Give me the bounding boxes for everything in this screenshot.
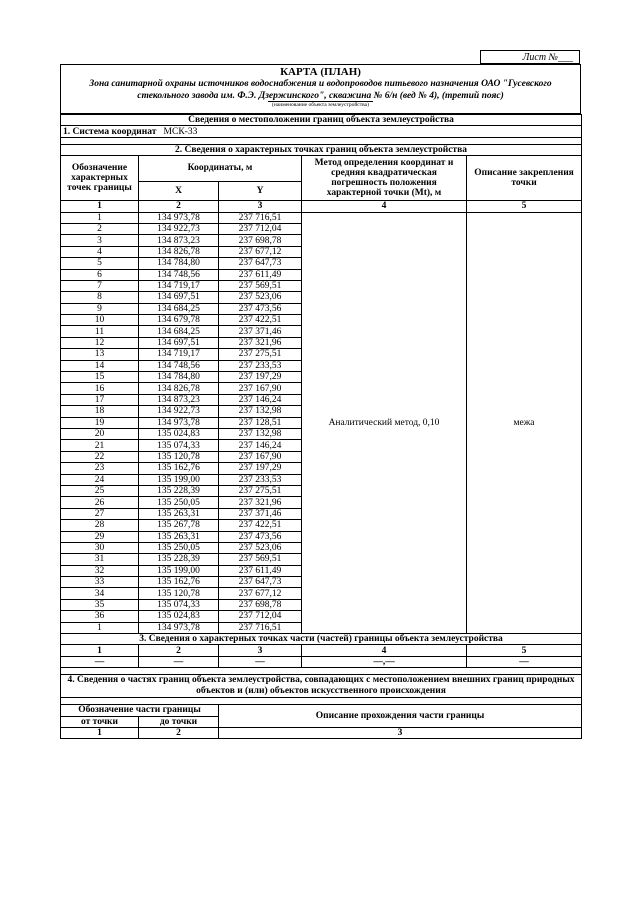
point-id: 20 — [61, 428, 139, 439]
coord-y: 237 712,04 — [219, 223, 302, 234]
coord-x: 134 784,80 — [139, 372, 219, 383]
coord-x: 134 973,78 — [139, 622, 219, 633]
point-id: 36 — [61, 611, 139, 622]
col-num: 3 — [219, 727, 582, 738]
point-id: 5 — [61, 258, 139, 269]
coord-y: 237 716,51 — [219, 212, 302, 223]
coord-x: 134 873,23 — [139, 235, 219, 246]
point-id: 35 — [61, 599, 139, 610]
coord-x: 134 826,78 — [139, 246, 219, 257]
coord-y: 237 233,53 — [219, 474, 302, 485]
col-num: 5 — [467, 645, 582, 656]
col-num: 3 — [219, 201, 302, 212]
col-num: 2 — [139, 727, 219, 738]
coord-system-row — [61, 126, 582, 137]
point-id: 23 — [61, 463, 139, 474]
spacer-row — [61, 668, 582, 675]
point-id: 31 — [61, 554, 139, 565]
section2-title: 2. Сведения о характерных точках границ объекта землеустройства — [61, 144, 582, 155]
coord-x: 134 697,51 — [139, 292, 219, 303]
coord-system-value: МСК-33 — [163, 126, 198, 137]
coord-x: 134 697,51 — [139, 337, 219, 348]
point-id: 15 — [61, 372, 139, 383]
dash-cell: — — [139, 656, 219, 667]
coord-y: 237 146,24 — [219, 440, 302, 451]
col-x-header: X — [139, 181, 219, 200]
coord-y: 237 197,29 — [219, 372, 302, 383]
coord-y: 237 422,51 — [219, 315, 302, 326]
point-id: 24 — [61, 474, 139, 485]
document-subtitle: Зона санитарной охраны источников водоснабжения и водопроводов питьевого назначения ОАО "Гусевского стекольного завода им. Ф.Э. Дзержинского", скважина № 6/н (вед № 4), (третий пояс) — [89, 79, 552, 101]
col-num: 4 — [302, 201, 467, 212]
coord-x: 134 873,23 — [139, 394, 219, 405]
col-part-header: Обозначение части границы — [61, 705, 219, 716]
object-caption: (наименование объекта землеустройства) — [61, 102, 580, 109]
coord-y: 237 146,24 — [219, 394, 302, 405]
col-coords-header: Координаты, м — [139, 156, 302, 182]
coord-x: 135 162,76 — [139, 463, 219, 474]
section4-title: 4. Сведения о частях границ объекта землеустройства, совпадающих с местоположением внешних границ природных объектов и (или) объектов искусственного происхождения — [61, 675, 582, 698]
col-desc-header: Описание закрепления точки — [467, 156, 582, 201]
coord-y: 237 473,56 — [219, 303, 302, 314]
coord-x: 134 684,25 — [139, 303, 219, 314]
point-id: 10 — [61, 315, 139, 326]
point-id: 16 — [61, 383, 139, 394]
coord-x: 134 748,56 — [139, 269, 219, 280]
point-id: 1 — [61, 622, 139, 633]
col-num: 1 — [61, 727, 139, 738]
col-num: 1 — [61, 645, 139, 656]
col-num: 1 — [61, 201, 139, 212]
point-id: 29 — [61, 531, 139, 542]
coord-y: 237 698,78 — [219, 599, 302, 610]
coord-y: 237 167,90 — [219, 451, 302, 462]
col-num: 2 — [139, 645, 219, 656]
point-id: 6 — [61, 269, 139, 280]
coord-y: 237 611,49 — [219, 565, 302, 576]
coord-x: 135 199,00 — [139, 565, 219, 576]
coord-x: 135 228,39 — [139, 485, 219, 496]
coord-y: 237 321,96 — [219, 337, 302, 348]
point-id: 9 — [61, 303, 139, 314]
document-title: КАРТА (ПЛАН) — [280, 66, 361, 78]
coord-x: 134 719,17 — [139, 349, 219, 360]
coord-x: 134 973,78 — [139, 212, 219, 223]
coord-y: 237 167,90 — [219, 383, 302, 394]
point-id: 28 — [61, 520, 139, 531]
coord-y: 237 716,51 — [219, 622, 302, 633]
point-id: 11 — [61, 326, 139, 337]
spacer-row — [61, 137, 582, 144]
dash-cell: —,— — [302, 656, 467, 667]
coord-x: 135 267,78 — [139, 520, 219, 531]
col-to-header: до точки — [139, 716, 219, 727]
point-id: 27 — [61, 508, 139, 519]
coord-x: 134 973,78 — [139, 417, 219, 428]
coord-y: 237 698,78 — [219, 235, 302, 246]
coord-x: 134 719,17 — [139, 280, 219, 291]
coord-x: 135 250,05 — [139, 542, 219, 553]
section-location-title: Сведения о местоположении границ объекта землеустройства — [61, 115, 582, 126]
coord-y: 237 371,46 — [219, 508, 302, 519]
point-id: 30 — [61, 542, 139, 553]
coord-x: 134 922,73 — [139, 223, 219, 234]
coord-x: 135 199,00 — [139, 474, 219, 485]
point-id: 33 — [61, 577, 139, 588]
spacer-row — [61, 698, 582, 705]
point-id: 21 — [61, 440, 139, 451]
coord-x: 135 263,31 — [139, 508, 219, 519]
dash-cell: — — [61, 656, 139, 667]
point-id: 34 — [61, 588, 139, 599]
col-num: 2 — [139, 201, 219, 212]
point-id: 8 — [61, 292, 139, 303]
coord-x: 135 074,33 — [139, 599, 219, 610]
col-point-header: Обозначение характерных точек границы — [61, 156, 139, 201]
method-value: Аналитический метод, 0,10 — [302, 212, 467, 633]
col-num: 3 — [219, 645, 302, 656]
point-id: 26 — [61, 497, 139, 508]
point-id: 25 — [61, 485, 139, 496]
coord-y: 237 233,53 — [219, 360, 302, 371]
coord-x: 135 263,31 — [139, 531, 219, 542]
point-id: 32 — [61, 565, 139, 576]
coord-y: 237 712,04 — [219, 611, 302, 622]
point-id: 4 — [61, 246, 139, 257]
coord-y: 237 569,51 — [219, 280, 302, 291]
coord-x: 134 922,73 — [139, 406, 219, 417]
coord-x: 134 826,78 — [139, 383, 219, 394]
table-row — [61, 212, 582, 223]
point-id: 13 — [61, 349, 139, 360]
coord-x: 135 228,39 — [139, 554, 219, 565]
dash-cell: — — [219, 656, 302, 667]
point-id: 12 — [61, 337, 139, 348]
desc-value: межа — [467, 212, 582, 633]
coord-system-label: 1. Система координат — [63, 126, 157, 137]
col-method-header: Метод определения координат и средняя квадратическая погрешность положения характерной точки (Мt), м — [302, 156, 467, 201]
point-id: 14 — [61, 360, 139, 371]
col-num: 5 — [467, 201, 582, 212]
coord-y: 237 422,51 — [219, 520, 302, 531]
coord-y: 237 275,51 — [219, 485, 302, 496]
sheet-number: Лист №___ — [480, 50, 580, 64]
point-id: 18 — [61, 406, 139, 417]
point-id: 17 — [61, 394, 139, 405]
coord-y: 237 275,51 — [219, 349, 302, 360]
coord-y: 237 677,12 — [219, 588, 302, 599]
col-num: 4 — [302, 645, 467, 656]
coord-x: 135 250,05 — [139, 497, 219, 508]
coord-y: 237 611,49 — [219, 269, 302, 280]
point-id: 1 — [61, 212, 139, 223]
coord-x: 135 162,76 — [139, 577, 219, 588]
coord-x: 135 024,83 — [139, 611, 219, 622]
coord-x: 134 679,78 — [139, 315, 219, 326]
coord-y: 237 569,51 — [219, 554, 302, 565]
coord-x: 135 120,78 — [139, 451, 219, 462]
dash-cell: — — [467, 656, 582, 667]
coord-x: 135 074,33 — [139, 440, 219, 451]
point-id: 19 — [61, 417, 139, 428]
coord-y: 237 321,96 — [219, 497, 302, 508]
coord-y: 237 197,29 — [219, 463, 302, 474]
col-y-header: Y — [219, 181, 302, 200]
point-id: 2 — [61, 223, 139, 234]
coord-y: 237 647,73 — [219, 258, 302, 269]
point-id: 7 — [61, 280, 139, 291]
col-pass-desc-header: Описание прохождения части границы — [219, 705, 582, 728]
coord-x: 134 748,56 — [139, 360, 219, 371]
document-header — [60, 64, 581, 114]
coord-y: 237 647,73 — [219, 577, 302, 588]
coord-y: 237 132,98 — [219, 428, 302, 439]
coord-y: 237 132,98 — [219, 406, 302, 417]
col-from-header: от точки — [61, 716, 139, 727]
coord-y: 237 677,12 — [219, 246, 302, 257]
section3-title: 3. Сведения о характерных точках части (частей) границы объекта землеустройства — [61, 634, 582, 645]
boundary-table — [60, 114, 582, 739]
point-id: 22 — [61, 451, 139, 462]
coord-y: 237 371,46 — [219, 326, 302, 337]
coord-x: 134 684,25 — [139, 326, 219, 337]
point-id: 3 — [61, 235, 139, 246]
coord-x: 135 024,83 — [139, 428, 219, 439]
coord-x: 135 120,78 — [139, 588, 219, 599]
coord-y: 237 128,51 — [219, 417, 302, 428]
coord-y: 237 473,56 — [219, 531, 302, 542]
coord-x: 134 784,80 — [139, 258, 219, 269]
coord-y: 237 523,06 — [219, 292, 302, 303]
coord-y: 237 523,06 — [219, 542, 302, 553]
